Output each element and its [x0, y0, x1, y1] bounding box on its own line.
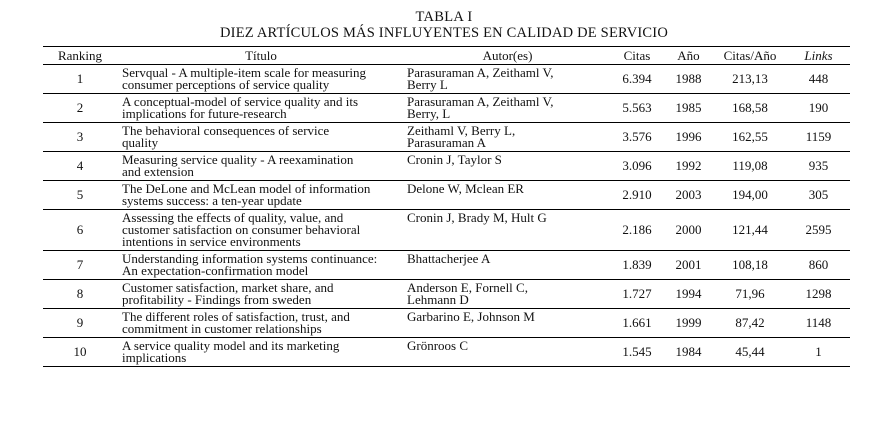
- table-header: [43, 47, 850, 65]
- cell-title-line: The behavioral consequences of service: [122, 123, 330, 138]
- cell-authors: [405, 94, 610, 123]
- table-row: [43, 338, 850, 367]
- cell-title-line: and extension: [122, 164, 194, 179]
- cell-title-line: An expectation-confirmation model: [122, 263, 309, 278]
- cell-links: 1159: [805, 129, 832, 144]
- cell-links: 2595: [805, 222, 832, 237]
- cell-title: [117, 210, 405, 251]
- cell-title: [117, 280, 405, 309]
- header-citations-per-year: Citas/Año: [723, 47, 777, 63]
- cell-ranking: 5: [76, 187, 84, 202]
- cell-authors-line: Grönroos C: [407, 338, 469, 353]
- cell-authors-line: Berry L: [407, 77, 448, 92]
- cell-year: 2000: [675, 222, 702, 237]
- cell-ranking: 10: [73, 344, 87, 359]
- cell-authors: [405, 251, 610, 280]
- cell-links: 305: [808, 187, 829, 202]
- cell-authors: [405, 152, 610, 181]
- cell-links: 1148: [805, 315, 832, 330]
- table-number: TABLA I: [415, 9, 473, 25]
- cell-authors-line: Delone W, Mclean ER: [407, 181, 524, 196]
- cell-ranking: 9: [76, 315, 84, 330]
- cell-citations-per-year: 194,00: [732, 187, 768, 202]
- cell-citations-per-year: 108,18: [732, 257, 768, 272]
- cell-ranking: 4: [76, 158, 84, 173]
- cell-citations: 5.563: [622, 100, 652, 115]
- table-row: [43, 210, 850, 251]
- cell-citations: 1.839: [622, 257, 652, 272]
- cell-title-line: Measuring service quality - A reexamination: [122, 152, 354, 167]
- table-row: [43, 152, 850, 181]
- cell-year: 1985: [675, 100, 702, 115]
- cell-links: 935: [808, 158, 829, 173]
- table-title: DIEZ ARTÍCULOS MÁS INFLUYENTES EN CALIDAD DE SERVICIO: [220, 25, 668, 41]
- cell-citations: 3.096: [622, 158, 652, 173]
- cell-year: 1994: [675, 286, 702, 301]
- cell-title-line: quality: [122, 135, 159, 150]
- header-citations: Citas: [623, 47, 651, 63]
- cell-authors-line: Anderson E, Fornell C,: [407, 280, 528, 295]
- cell-authors: [405, 338, 610, 367]
- cell-citations-per-year: 213,13: [732, 71, 768, 86]
- cell-authors: [405, 123, 610, 152]
- cell-citations: 1.545: [622, 344, 652, 359]
- header-ranking: Ranking: [57, 47, 103, 63]
- table-row: [43, 123, 850, 152]
- cell-year: 1996: [675, 129, 702, 144]
- cell-citations: 1.661: [622, 315, 652, 330]
- table-row: [43, 309, 850, 338]
- cell-authors-line: Parasuraman A, Zeithaml V,: [407, 65, 554, 80]
- cell-title-line: A service quality model and its marketing: [122, 338, 340, 353]
- cell-citations-per-year: 71,96: [735, 286, 765, 301]
- table-row: [43, 94, 850, 123]
- cell-authors-line: Bhattacherjee A: [407, 251, 491, 266]
- cell-title-line: systems success: a ten-year update: [122, 193, 302, 208]
- cell-year: 1992: [675, 158, 702, 173]
- cell-authors-line: Parasuraman A: [407, 135, 487, 150]
- cell-citations: 6.394: [622, 71, 652, 86]
- cell-authors: [405, 65, 610, 94]
- table-row: [43, 65, 850, 94]
- cell-title: [117, 123, 405, 152]
- cell-citations-per-year: 168,58: [732, 100, 768, 115]
- header-title: Título: [245, 47, 277, 63]
- cell-authors-line: Cronin J, Taylor S: [407, 152, 502, 167]
- cell-title: [117, 65, 405, 94]
- cell-ranking: 1: [76, 71, 84, 86]
- table-row: [43, 181, 850, 210]
- cell-links: 448: [808, 71, 829, 86]
- cell-ranking: 7: [76, 257, 84, 272]
- influential-articles-table: [43, 46, 850, 367]
- cell-title-line: profitability - Findings from sweden: [122, 292, 312, 307]
- cell-authors: [405, 210, 610, 251]
- cell-ranking: 8: [76, 286, 84, 301]
- cell-links: 860: [808, 257, 829, 272]
- cell-title-line: Customer satisfaction, market share, and: [122, 280, 334, 295]
- cell-title-line: implications: [122, 350, 187, 365]
- table-caption: [0, 9, 888, 41]
- cell-citations: 1.727: [622, 286, 652, 301]
- cell-authors-line: Garbarino E, Johnson M: [407, 309, 535, 324]
- cell-authors: [405, 309, 610, 338]
- cell-title-line: Assessing the effects of quality, value, and: [122, 210, 344, 225]
- cell-citations: 2.910: [622, 187, 652, 202]
- table-body: [43, 65, 850, 367]
- header-links: Links: [804, 47, 833, 63]
- cell-authors-line: Berry, L: [407, 106, 451, 121]
- header-authors: Autor(es): [482, 47, 533, 63]
- cell-year: 1988: [675, 71, 702, 86]
- cell-year: 2001: [675, 257, 702, 272]
- cell-title-line: implications for future-research: [122, 106, 287, 121]
- cell-title-line: Understanding information systems continuance:: [122, 251, 378, 266]
- cell-title-line: A conceptual-model of service quality and its: [122, 94, 359, 109]
- cell-year: 1984: [675, 344, 702, 359]
- table-row: [43, 280, 850, 309]
- cell-year: 1999: [675, 315, 702, 330]
- cell-title-line: Servqual - A multiple-item scale for measuring: [122, 65, 367, 80]
- cell-authors: [405, 181, 610, 210]
- cell-title-line: The different roles of satisfaction, trust, and: [122, 309, 350, 324]
- header-row: [43, 47, 850, 65]
- cell-links: 1: [815, 344, 822, 359]
- cell-ranking: 6: [76, 222, 84, 237]
- cell-links: 190: [808, 100, 829, 115]
- cell-authors-line: Parasuraman A, Zeithaml V,: [407, 94, 554, 109]
- cell-title: [117, 309, 405, 338]
- cell-title: [117, 94, 405, 123]
- cell-title: [117, 338, 405, 367]
- header-year: Año: [677, 47, 700, 63]
- cell-citations: 2.186: [622, 222, 652, 237]
- table-row: [43, 251, 850, 280]
- cell-title-line: intentions in service environments: [122, 234, 301, 249]
- cell-links: 1298: [805, 286, 832, 301]
- cell-title-line: consumer perceptions of service quality: [122, 77, 330, 92]
- cell-title: [117, 181, 405, 210]
- cell-citations-per-year: 121,44: [732, 222, 768, 237]
- cell-title-line: The DeLone and McLean model of information: [122, 181, 371, 196]
- cell-citations-per-year: 119,08: [732, 158, 768, 173]
- cell-title: [117, 152, 405, 181]
- cell-ranking: 2: [76, 100, 84, 115]
- cell-authors: [405, 280, 610, 309]
- cell-authors-line: Zeithaml V, Berry L,: [407, 123, 516, 138]
- cell-citations-per-year: 87,42: [735, 315, 765, 330]
- cell-citations-per-year: 45,44: [735, 344, 765, 359]
- cell-authors-line: Cronin J, Brady M, Hult G: [407, 210, 547, 225]
- cell-year: 2003: [675, 187, 702, 202]
- cell-authors-line: Lehmann D: [407, 292, 469, 307]
- cell-title-line: commitment in customer relationships: [122, 321, 322, 336]
- cell-ranking: 3: [76, 129, 84, 144]
- cell-citations: 3.576: [622, 129, 652, 144]
- cell-title: [117, 251, 405, 280]
- cell-title-line: customer satisfaction on consumer behavioral: [122, 222, 361, 237]
- cell-citations-per-year: 162,55: [732, 129, 768, 144]
